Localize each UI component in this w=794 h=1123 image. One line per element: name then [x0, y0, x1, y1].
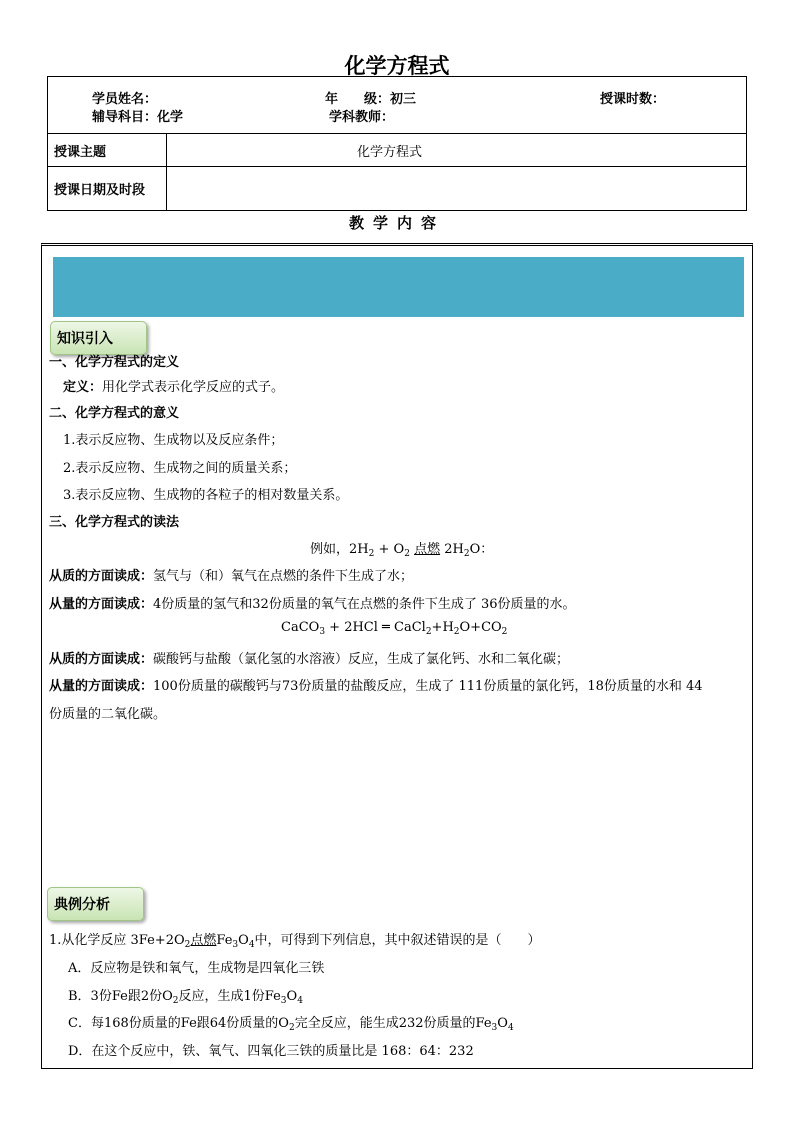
hours-label: 授课时数：	[600, 92, 666, 107]
quality-reading-2: 从质的方面读成：碳酸钙与盐酸（氯化氢的水溶液）反应，生成了氯化钙、水和二氧化碳；	[49, 652, 570, 667]
option-b: B．3份Fe跟2份$O_2$反应，生成1份$Fe_3O_4$	[68, 989, 303, 1006]
example-analysis-tab: 典例分析	[47, 887, 144, 921]
example-equation-h2o: 例如，$2H_2 + O_2$ 点燃 $2H_2O$：	[310, 542, 494, 559]
question-stem: 1.从化学反应 $3Fe+2O_2$点燃$Fe_3O_4$中，可得到下列信息，其中叙述错误的是（ ）	[49, 933, 541, 950]
option-d: D．在这个反应中，铁、氧气、四氧化三铁的质量比是 168：64：232	[68, 1044, 474, 1059]
definition-label: 定义：	[63, 380, 103, 395]
meaning-item: 1.表示反应物、生成物以及反应条件；	[63, 433, 284, 448]
knowledge-intro-tab: 知识引入	[50, 321, 147, 355]
definition-line	[63, 376, 284, 395]
meaning-item: 2.表示反应物、生成物之间的质量关系；	[63, 461, 297, 476]
quality-reading-1: 从质的方面读成：氢气与（和）氧气在点燃的条件下生成了水；	[49, 569, 414, 584]
teaching-content-heading: 教学内容	[348, 214, 445, 232]
date-value	[167, 167, 747, 211]
quantity-reading-2: 从量的方面读成：100份质量的碳酸钙与73份质量的盐酸反应，生成了 111份质量的氯化钙，18份质量的水和 44	[49, 679, 703, 694]
option-a: A．反应物是铁和氧气，生成物是四氧化三铁	[68, 961, 325, 976]
student-name-label: 学员姓名：	[92, 92, 158, 107]
lesson-info-table	[47, 76, 747, 211]
teacher-label: 学科教师：	[329, 110, 395, 125]
quantity-reading-2-cont: 份质量的二氧化碳。	[49, 707, 167, 722]
grade-label: 年 级：初三	[325, 92, 417, 107]
condition-ignite: 点燃	[414, 542, 441, 557]
heading-meaning: 二、化学方程式的意义	[49, 406, 180, 421]
meaning-item: 3.表示反应物、生成物的各粒子的相对数量关系。	[63, 488, 349, 503]
definition-text: 用化学式表示化学反应的式子。	[102, 380, 285, 395]
topic-value: 化学方程式	[167, 134, 747, 167]
header-banner	[53, 257, 744, 317]
topic-label: 授课主题	[48, 134, 167, 167]
quantity-reading-1: 从量的方面读成：4份质量的氢气和32份质量的氧气在点燃的条件下生成了 36份质量的水。	[49, 597, 576, 612]
heading-definition: 一、化学方程式的定义	[49, 355, 180, 370]
example-equation-caco3: CaCO$_3$ + 2HCl ═ $CaCl_2+H_2O+CO_2$	[281, 620, 508, 637]
heading-reading: 三、化学方程式的读法	[49, 515, 180, 530]
page-title: 化学方程式	[344, 54, 450, 78]
subject-label: 辅导科目：化学	[92, 110, 184, 125]
condition-ignite: 点燃	[190, 933, 217, 948]
option-c: C．每168份质量的Fe跟64份质量的$O_2$完全反应，能生成232份质量的$Fe_3O_4$	[68, 1016, 514, 1033]
student-header-cell	[48, 77, 747, 134]
date-label: 授课日期及时段	[48, 167, 167, 211]
